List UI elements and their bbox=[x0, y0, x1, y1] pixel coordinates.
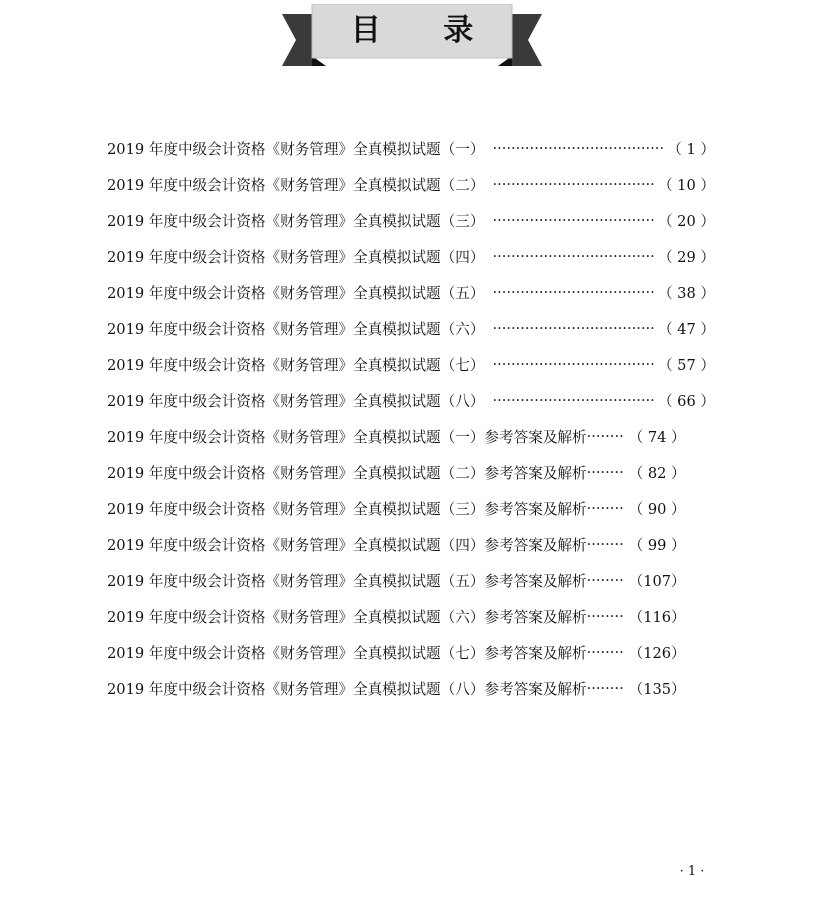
toc-entry-title: 2019 年度中级会计资格《财务管理》全真模拟试题（四）参考答案及解析 bbox=[107, 536, 587, 554]
toc-entry-title: 2019 年度中级会计资格《财务管理》全真模拟试题（八） bbox=[107, 392, 485, 410]
toc-entry bbox=[107, 310, 715, 346]
toc-entry bbox=[107, 346, 715, 382]
toc-entry bbox=[107, 166, 715, 202]
toc-entry-page: （ 47 ） bbox=[657, 320, 715, 338]
toc-entry-title: 2019 年度中级会计资格《财务管理》全真模拟试题（三） bbox=[107, 212, 485, 230]
toc-dot-leader bbox=[587, 572, 625, 589]
toc-entry-page: （ 29 ） bbox=[657, 248, 715, 266]
toc-entry-title: 2019 年度中级会计资格《财务管理》全真模拟试题（一） bbox=[107, 140, 485, 158]
toc-entry-page: （ 20 ） bbox=[657, 212, 715, 230]
toc-entry bbox=[107, 598, 715, 634]
toc-dot-leader bbox=[492, 176, 654, 193]
toc-entry-title: 2019 年度中级会计资格《财务管理》全真模拟试题（六） bbox=[107, 320, 485, 338]
toc-entry-title: 2019 年度中级会计资格《财务管理》全真模拟试题（一）参考答案及解析 bbox=[107, 428, 587, 446]
toc-entry bbox=[107, 490, 715, 526]
toc-entry-title: 2019 年度中级会计资格《财务管理》全真模拟试题（七） bbox=[107, 356, 485, 374]
toc-entry-title: 2019 年度中级会计资格《财务管理》全真模拟试题（二）参考答案及解析 bbox=[107, 464, 587, 482]
toc-dot-leader bbox=[492, 140, 663, 157]
toc-entry-title: 2019 年度中级会计资格《财务管理》全真模拟试题（四） bbox=[107, 248, 485, 266]
toc-dot-leader bbox=[492, 392, 654, 409]
ribbon-left-tail bbox=[282, 14, 312, 66]
toc-entry-page: （135） bbox=[628, 680, 686, 698]
toc-entry bbox=[107, 202, 715, 238]
toc-dot-leader bbox=[587, 680, 625, 697]
toc-dot-leader bbox=[492, 320, 654, 337]
toc-dot-leader bbox=[587, 608, 625, 625]
toc-entry-page: （ 1 ） bbox=[667, 140, 715, 158]
toc-dot-leader bbox=[492, 212, 654, 229]
toc-dot-leader bbox=[587, 644, 625, 661]
toc-entry bbox=[107, 382, 715, 418]
toc-entry-title: 2019 年度中级会计资格《财务管理》全真模拟试题（二） bbox=[107, 176, 485, 194]
toc-entry-page: （ 38 ） bbox=[657, 284, 715, 302]
page-number: · 1 · bbox=[679, 864, 705, 879]
toc-entry bbox=[107, 418, 715, 454]
page-title: 目 录 bbox=[350, 13, 500, 48]
toc-entry-page: （ 10 ） bbox=[657, 176, 715, 194]
toc-dot-leader bbox=[587, 464, 625, 481]
toc-dot-leader bbox=[587, 536, 625, 553]
toc-entry-title: 2019 年度中级会计资格《财务管理》全真模拟试题（七）参考答案及解析 bbox=[107, 644, 587, 662]
toc-entry-page: （ 66 ） bbox=[657, 392, 715, 410]
toc-entry-page: （ 57 ） bbox=[657, 356, 715, 374]
toc-entry bbox=[107, 526, 715, 562]
table-of-contents bbox=[107, 130, 715, 706]
toc-dot-leader bbox=[587, 500, 625, 517]
toc-entry bbox=[107, 634, 715, 670]
toc-entry bbox=[107, 274, 715, 310]
toc-entry-page: （126） bbox=[628, 644, 686, 662]
toc-entry bbox=[107, 562, 715, 598]
toc-dot-leader bbox=[492, 248, 654, 265]
toc-entry bbox=[107, 670, 715, 706]
toc-dot-leader bbox=[492, 356, 654, 373]
toc-entry-page: （ 74 ） bbox=[628, 428, 686, 446]
toc-entry-page: （107） bbox=[628, 572, 686, 590]
toc-dot-leader bbox=[587, 428, 625, 445]
ribbon-right-tail bbox=[512, 14, 542, 66]
toc-entry-title: 2019 年度中级会计资格《财务管理》全真模拟试题（三）参考答案及解析 bbox=[107, 500, 587, 518]
toc-banner bbox=[282, 4, 542, 66]
toc-dot-leader bbox=[492, 284, 654, 301]
toc-entry bbox=[107, 454, 715, 490]
toc-entry-page: （ 90 ） bbox=[628, 500, 686, 518]
toc-entry-page: （116） bbox=[628, 608, 686, 626]
toc-entry-page: （ 99 ） bbox=[628, 536, 686, 554]
toc-entry-title: 2019 年度中级会计资格《财务管理》全真模拟试题（六）参考答案及解析 bbox=[107, 608, 587, 626]
toc-entry-page: （ 82 ） bbox=[628, 464, 686, 482]
toc-entry-title: 2019 年度中级会计资格《财务管理》全真模拟试题（五）参考答案及解析 bbox=[107, 572, 587, 590]
toc-entry-title: 2019 年度中级会计资格《财务管理》全真模拟试题（八）参考答案及解析 bbox=[107, 680, 587, 698]
toc-entry-title: 2019 年度中级会计资格《财务管理》全真模拟试题（五） bbox=[107, 284, 485, 302]
toc-entry bbox=[107, 130, 715, 166]
toc-entry bbox=[107, 238, 715, 274]
